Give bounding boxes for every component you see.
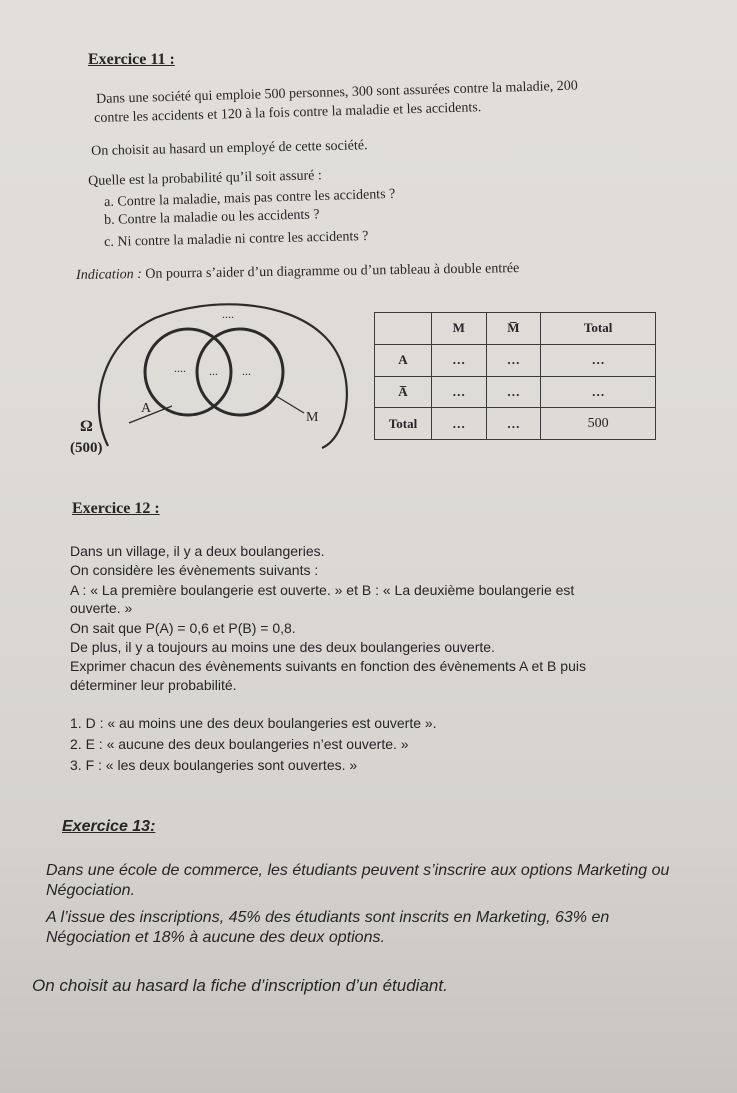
table-cell: … xyxy=(541,376,656,408)
exercise-13-title: Exercice 13: xyxy=(62,818,156,835)
table-cell: … xyxy=(432,376,487,408)
table-row xyxy=(375,376,656,408)
venn-dots-intersection: ... xyxy=(209,364,218,378)
ex11-question: Quelle est la probabilité qu’il soit assuré : xyxy=(88,168,322,189)
table-cell: … xyxy=(541,344,656,376)
table-cell: … xyxy=(486,376,541,408)
table-cell: … xyxy=(486,408,541,440)
ex11-item-a: a. Contre la maladie, mais pas contre les accidents ? xyxy=(104,186,396,210)
ex11-paragraph-line1: Dans une société qui emploie 500 personnes, 300 sont assurées contre la maladie, 200 xyxy=(96,78,578,107)
ex12-question-2: 2. E : « aucune des deux boulangeries n’est ouverte. » xyxy=(70,736,409,752)
table-cell xyxy=(375,313,432,345)
ex11-paragraph-line2: contre les accidents et 120 à la fois contre la maladie et les accidents. xyxy=(94,100,482,126)
ex12-line: On considère les évènements suivants : xyxy=(70,562,319,578)
exercise-12-title: Exercice 12 : xyxy=(72,500,160,517)
exercise-11-title: Exercice 11 : xyxy=(88,51,175,68)
ex12-line: De plus, il y a toujours au moins une des deux boulangeries ouverte. xyxy=(70,639,495,655)
venn-dots-top: .... xyxy=(222,307,234,321)
table-cell: … xyxy=(486,344,541,376)
arrow-M xyxy=(276,396,304,413)
table-header-total: Total xyxy=(541,313,656,345)
ex11-random-choice: On choisit au hasard un employé de cette société. xyxy=(91,138,368,159)
table-row xyxy=(375,344,656,376)
circle-A xyxy=(145,329,231,415)
table-header-not-M: M̅ xyxy=(486,313,541,345)
ex12-question-1: 1. D : « au moins une des deux boulangeries est ouverte ». xyxy=(70,715,437,731)
ex13-line: Négociation et 18% à aucune des deux options. xyxy=(46,929,385,946)
ex13-random-choice: On choisit au hasard la fiche d’inscription d’un étudiant. xyxy=(32,976,448,995)
table-cell: … xyxy=(432,344,487,376)
ex12-line: ouverte. » xyxy=(70,600,133,616)
indication-label: Indication : xyxy=(76,266,142,283)
ex12-line: Exprimer chacun des évènements suivants en fonction des évènements A et B puis xyxy=(70,658,586,674)
ex13-percentages: A l’issue des inscriptions, 45% des étudiants sont inscrits en Marketing, 63% en xyxy=(46,909,610,926)
table-cell-grand-total: 500 xyxy=(541,408,656,440)
ex12-line: Dans un village, il y a deux boulangeries. xyxy=(70,543,325,559)
ex13-line: Négociation. xyxy=(46,882,135,899)
table-row xyxy=(375,408,656,440)
table-header-M: M xyxy=(432,313,487,345)
venn-label-M: M xyxy=(306,410,319,425)
ex11-item-b: b. Contre la maladie ou les accidents ? xyxy=(104,207,320,228)
venn-label-total: (500) xyxy=(70,440,103,456)
ex12-question-3: 3. F : « les deux boulangeries sont ouvertes. » xyxy=(70,757,358,773)
indication-text: On pourra s’aider d’un diagramme ou d’un tableau à double entrée xyxy=(141,261,520,282)
table-cell: … xyxy=(432,408,487,440)
venn-dots-A-only: .... xyxy=(174,361,186,375)
venn-label-A: A xyxy=(141,401,152,416)
ex11-item-c: c. Ni contre la maladie ni contre les accidents ? xyxy=(104,229,369,250)
universe-curve xyxy=(99,304,347,448)
table-header-row xyxy=(375,313,656,345)
double-entry-table xyxy=(374,312,656,440)
table-row-header: Total xyxy=(375,408,432,440)
venn-label-omega: Ω xyxy=(80,418,93,435)
ex13-line: Dans une école de commerce, les étudiants peuvent s’inscrire aux options Marketing ou xyxy=(46,862,670,879)
ex12-event-A-B: A : « La première boulangerie est ouverte. » et B : « La deuxième boulangerie est xyxy=(70,582,575,598)
ex11-indication xyxy=(76,261,519,284)
ex12-probabilities: On sait que P(A) = 0,6 et P(B) = 0,8. xyxy=(70,620,296,636)
venn-diagram xyxy=(60,296,360,466)
venn-dots-M-only: ... xyxy=(242,364,251,378)
table-row-header: A̅ xyxy=(375,376,432,408)
table-row-header: A xyxy=(375,344,432,376)
ex12-line: déterminer leur probabilité. xyxy=(70,677,237,693)
